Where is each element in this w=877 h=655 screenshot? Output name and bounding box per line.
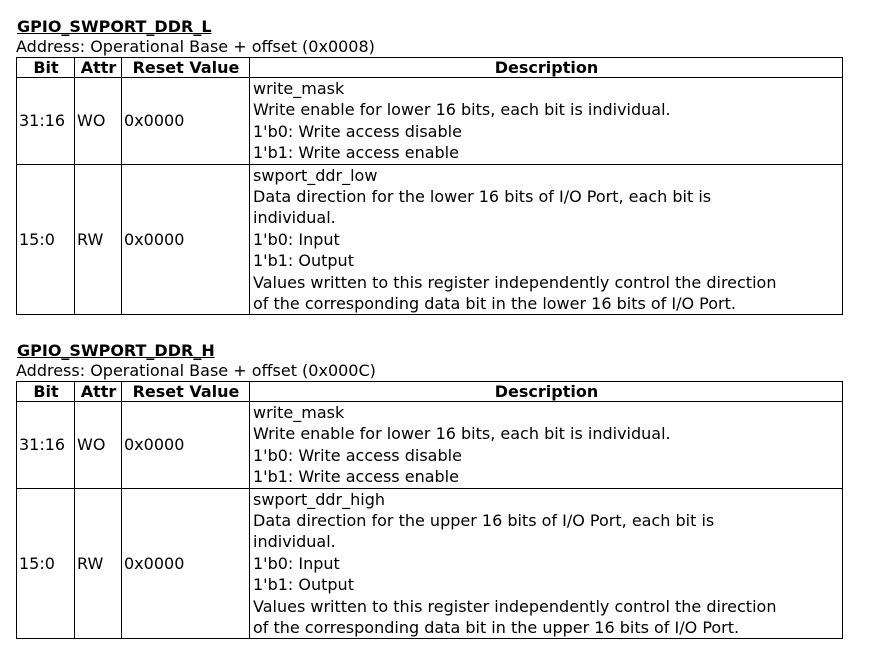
description-line: 1'b1: Write access enable <box>253 467 459 487</box>
cell-bit: 15:0 <box>17 488 75 639</box>
description-line: 1'b1: Output <box>253 575 354 595</box>
header-reset-value: Reset Value <box>122 382 250 402</box>
cell-description <box>250 164 843 315</box>
table-header-row <box>17 382 843 402</box>
cell-reset-value: 0x0000 <box>122 78 250 165</box>
header-description: Description <box>250 382 843 402</box>
cell-attr: RW <box>75 164 122 315</box>
header-reset-value: Reset Value <box>122 58 250 78</box>
description-line: swport_ddr_low <box>253 165 378 185</box>
description-line: write_mask <box>253 79 345 98</box>
header-attr: Attr <box>75 382 122 402</box>
header-bit: Bit <box>17 382 75 402</box>
cell-attr: RW <box>75 488 122 639</box>
cell-description <box>250 402 843 489</box>
register-table <box>16 381 843 639</box>
register-section-ddr-h <box>16 341 842 639</box>
description-line: of the corresponding data bit in the lower 16 bits of I/O Port. <box>253 294 736 314</box>
description-line: Write enable for lower 16 bits, each bit is individual. <box>253 424 671 444</box>
cell-bit: 15:0 <box>17 164 75 315</box>
header-attr: Attr <box>75 58 122 78</box>
table-row <box>17 402 843 489</box>
description-line: 1'b0: Write access disable <box>253 445 462 465</box>
table-row <box>17 488 843 639</box>
description-line: Data direction for the lower 16 bits of I/O Port, each bit is <box>253 187 712 207</box>
description-line: Data direction for the upper 16 bits of I/O Port, each bit is <box>253 511 715 531</box>
header-description: Description <box>250 58 843 78</box>
register-title: GPIO_SWPORT_DDR_H <box>17 341 215 360</box>
table-row <box>17 164 843 315</box>
cell-description <box>250 78 843 165</box>
header-bit: Bit <box>17 58 75 78</box>
description-line: individual. <box>253 208 336 228</box>
register-section-ddr-l <box>16 17 842 315</box>
cell-bit: 31:16 <box>17 402 75 489</box>
description-line: write_mask <box>253 403 345 422</box>
description-line: individual. <box>253 532 336 552</box>
description-line: of the corresponding data bit in the upper 16 bits of I/O Port. <box>253 618 740 638</box>
register-address: Address: Operational Base + offset (0x0008) <box>16 37 375 56</box>
cell-attr: WO <box>75 402 122 489</box>
cell-reset-value: 0x0000 <box>122 402 250 489</box>
cell-reset-value: 0x0000 <box>122 164 250 315</box>
register-address: Address: Operational Base + offset (0x000C) <box>16 361 376 380</box>
description-line: 1'b1: Write access enable <box>253 143 459 163</box>
description-line: 1'b1: Output <box>253 251 354 271</box>
cell-bit: 31:16 <box>17 78 75 165</box>
register-table <box>16 57 843 315</box>
description-line: Values written to this register independently control the direction <box>253 272 777 292</box>
register-title: GPIO_SWPORT_DDR_L <box>17 17 212 36</box>
table-row <box>17 78 843 165</box>
description-line: 1'b0: Input <box>253 229 340 249</box>
description-line: swport_ddr_high <box>253 489 385 509</box>
description-line: 1'b0: Write access disable <box>253 121 462 141</box>
cell-reset-value: 0x0000 <box>122 488 250 639</box>
cell-description <box>250 488 843 639</box>
description-line: 1'b0: Input <box>253 553 340 573</box>
description-line: Write enable for lower 16 bits, each bit is individual. <box>253 100 671 120</box>
description-line: Values written to this register independently control the direction <box>253 596 777 616</box>
table-header-row <box>17 58 843 78</box>
cell-attr: WO <box>75 78 122 165</box>
